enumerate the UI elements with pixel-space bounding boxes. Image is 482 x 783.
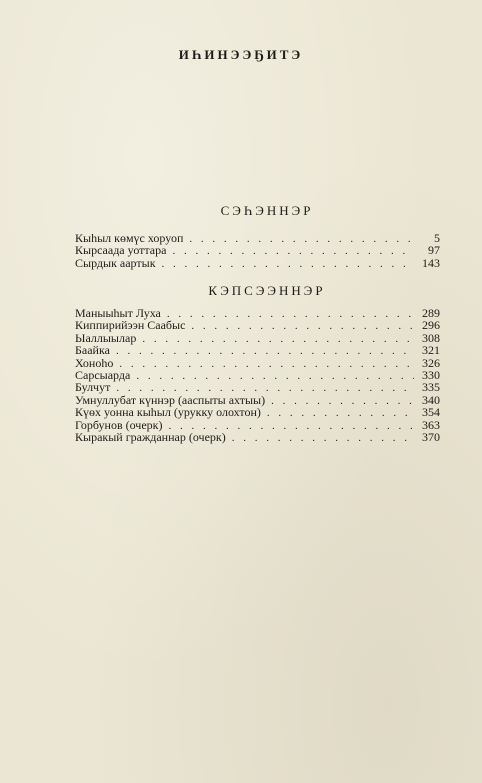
dot-leader xyxy=(136,370,414,382)
toc-entry-title: Маныыһыт Луха xyxy=(75,306,161,320)
toc-entry-page: 370 xyxy=(422,429,440,444)
dot-leader xyxy=(172,245,414,257)
dot-leader xyxy=(116,345,414,357)
toc-entry-title: Булчут xyxy=(75,380,111,395)
toc-entry-page: 296 xyxy=(422,318,440,333)
page-title: ИҺИНЭЭҔИТЭ xyxy=(178,47,304,62)
toc-entry-title: Киппирийээн Саабыс xyxy=(75,318,186,333)
toc-entry-page: 5 xyxy=(434,231,440,245)
toc-entry xyxy=(75,319,440,331)
toc-entry-page: 335 xyxy=(422,380,440,395)
toc-entry-page: 308 xyxy=(422,330,440,345)
toc-entry-title: Сырдык аартык xyxy=(75,255,156,270)
toc-entry-title: Умнуллубат күннэр (ааспыты ахтыы) xyxy=(75,392,266,407)
toc-entry-title: Горбунов (очерк) xyxy=(75,417,163,432)
dot-leader xyxy=(191,320,414,332)
dot-leader xyxy=(167,308,414,320)
toc-entry-page: 340 xyxy=(422,392,440,407)
toc-entry-title: Ыаллыылар xyxy=(75,330,137,345)
toc-entry xyxy=(75,332,440,344)
section-title-stories: КЭПСЭЭННЭР xyxy=(208,283,326,298)
toc-list-stories xyxy=(75,307,440,443)
toc-entry-page: 289 xyxy=(422,306,440,320)
toc-entry-title: Хоноһо xyxy=(75,355,114,370)
toc-list-novels xyxy=(75,232,440,269)
toc-entry-title: Кыракый гражданнар (очерк) xyxy=(75,429,226,444)
dot-leader xyxy=(162,258,414,270)
toc-entry-title: Күөх уонна кыһыл (урукку олохтон) xyxy=(75,405,261,420)
dot-leader xyxy=(142,333,414,345)
toc-entry-page: 363 xyxy=(422,417,440,432)
toc-entry-page: 326 xyxy=(422,355,440,370)
dot-leader xyxy=(119,358,414,370)
toc-entry-page: 330 xyxy=(422,367,440,382)
toc-entry-title: Сарсыарда xyxy=(75,367,131,382)
toc-entry xyxy=(75,257,440,269)
toc-entry xyxy=(75,369,440,381)
dot-leader xyxy=(189,233,414,245)
toc-entry-title: Кырсаада уоттара xyxy=(75,243,167,258)
toc-entry xyxy=(75,431,440,443)
toc-entry xyxy=(75,344,440,356)
toc-entry xyxy=(75,381,440,393)
toc-entry-page: 321 xyxy=(422,343,440,358)
toc-entry-page: 97 xyxy=(428,243,440,258)
dot-leader xyxy=(232,432,414,444)
toc-entry-page: 354 xyxy=(422,405,440,420)
toc-entry-title: Баайка xyxy=(75,343,110,358)
dot-leader xyxy=(267,407,414,419)
toc-entry-page: 143 xyxy=(422,255,440,270)
section-title-novels: СЭҺЭННЭР xyxy=(220,203,314,218)
toc-entry xyxy=(75,244,440,256)
toc-entry xyxy=(75,406,440,418)
dot-leader xyxy=(271,395,414,407)
toc-entry-title: Кыһыл көмүс хоруоп xyxy=(75,231,184,245)
